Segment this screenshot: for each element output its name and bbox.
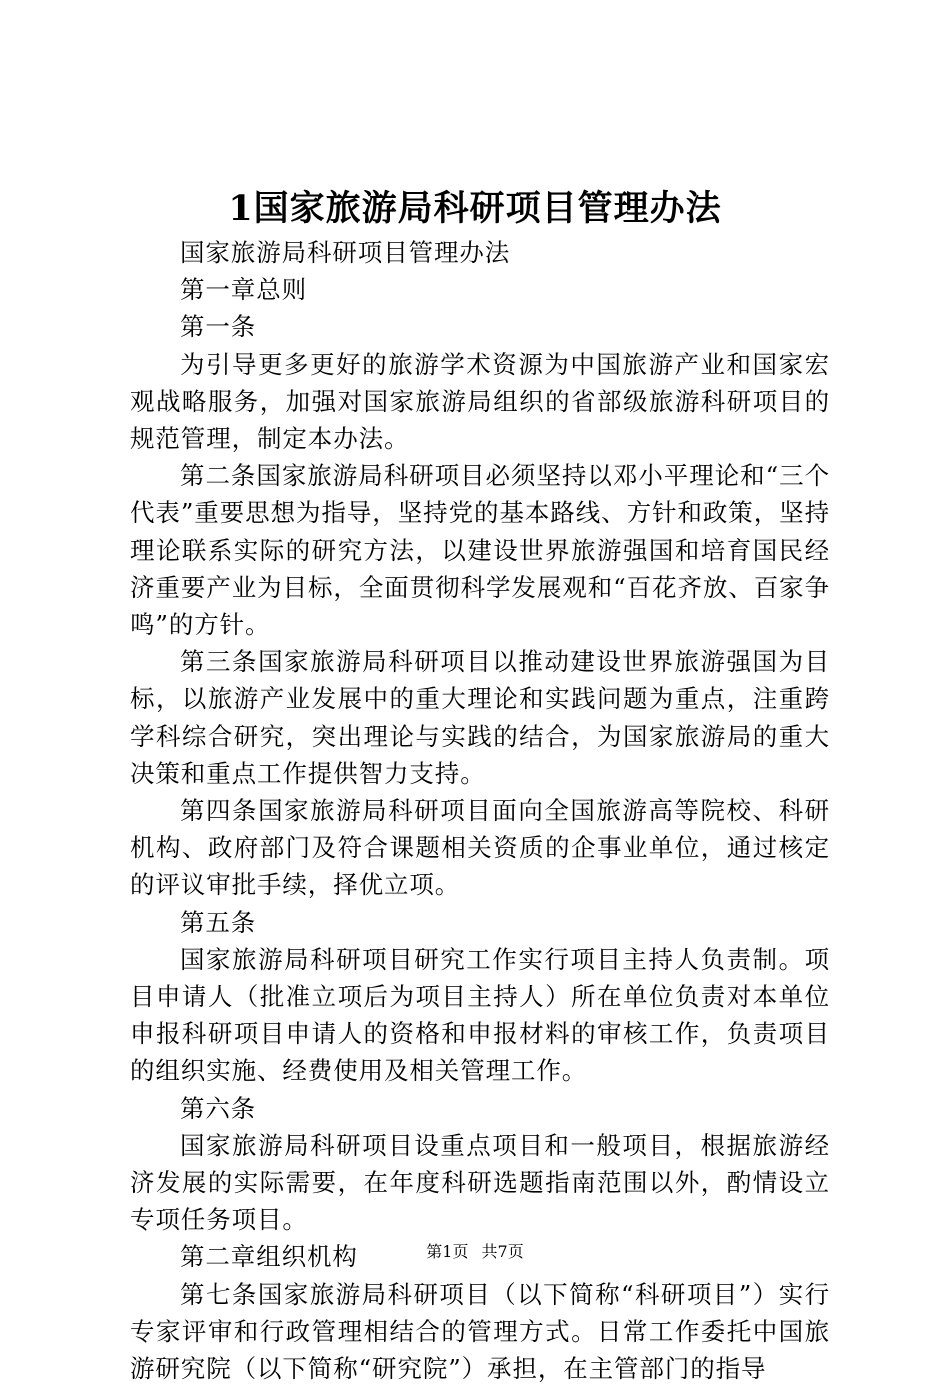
paragraph-article-5-body: 国家旅游局科研项目研究工作实行项目主持人负责制。项目申请人（批准立项后为项目主持人）所在单位负责对本单位申报科研项目申请人的资格和申报材料的审核工作，负责项目的组织实施、经费使用及相关管理工作。 — [130, 944, 830, 1086]
document-body — [130, 234, 830, 1387]
paragraph-chapter-2: 第二章组织机构 — [180, 1242, 358, 1272]
paragraph-article-5-heading: 第五条 — [180, 907, 257, 937]
paragraph-article-2: 第二条国家旅游局科研项目必须坚持以邓小平理论和“三个代表”重要思想为指导，坚持党的基本路线、方针和政策，坚持理论联系实际的研究方法，以建设世界旅游强国和培育国民经济重要产业为目标，全面贯彻科学发展观和“百花齐放、百家争鸣”的方针。 — [130, 461, 830, 640]
page-footer — [0, 1240, 950, 1264]
paragraph-article-6-heading: 第六条 — [180, 1093, 257, 1123]
paragraph-article-7: 第七条国家旅游局科研项目（以下简称“科研项目”）实行专家评审和行政管理相结合的管理方式。日常工作委托中国旅游研究院（以下简称“研究院”）承担，在主管部门的指导 — [130, 1279, 830, 1384]
paragraph-article-4: 第四条国家旅游局科研项目面向全国旅游高等院校、科研机构、政府部门及符合课题相关资质的企事业单位，通过核定的评议审批手续，择优立项。 — [130, 796, 830, 900]
paragraph-article-3: 第三条国家旅游局科研项目以推动建设世界旅游强国为目标，以旅游产业发展中的重大理论和实践问题为重点，注重跨学科综合研究，突出理论与实践的结合，为国家旅游局的重大决策和重点工作提供智力支持。 — [130, 647, 830, 788]
paragraph-chapter-1: 第一章总则 — [180, 275, 307, 305]
page-number-current: 第1页 — [426, 1242, 469, 1261]
document-title: 1国家旅游局科研项目管理办法 — [228, 188, 722, 229]
paragraph-article-1-body: 为引导更多更好的旅游学术资源为中国旅游产业和国家宏观战略服务，加强对国家旅游局组织的省部级旅游科研项目的规范管理，制定本办法。 — [130, 349, 830, 454]
paragraph-article-1-heading: 第一条 — [180, 312, 257, 342]
paragraph-article-6-body: 国家旅游局科研项目设重点项目和一般项目，根据旅游经济发展的实际需要，在年度科研选题指南范围以外，酌情设立专项任务项目。 — [130, 1130, 830, 1235]
page-number-total: 共7页 — [481, 1242, 524, 1261]
paragraph-subtitle: 国家旅游局科研项目管理办法 — [180, 238, 511, 267]
